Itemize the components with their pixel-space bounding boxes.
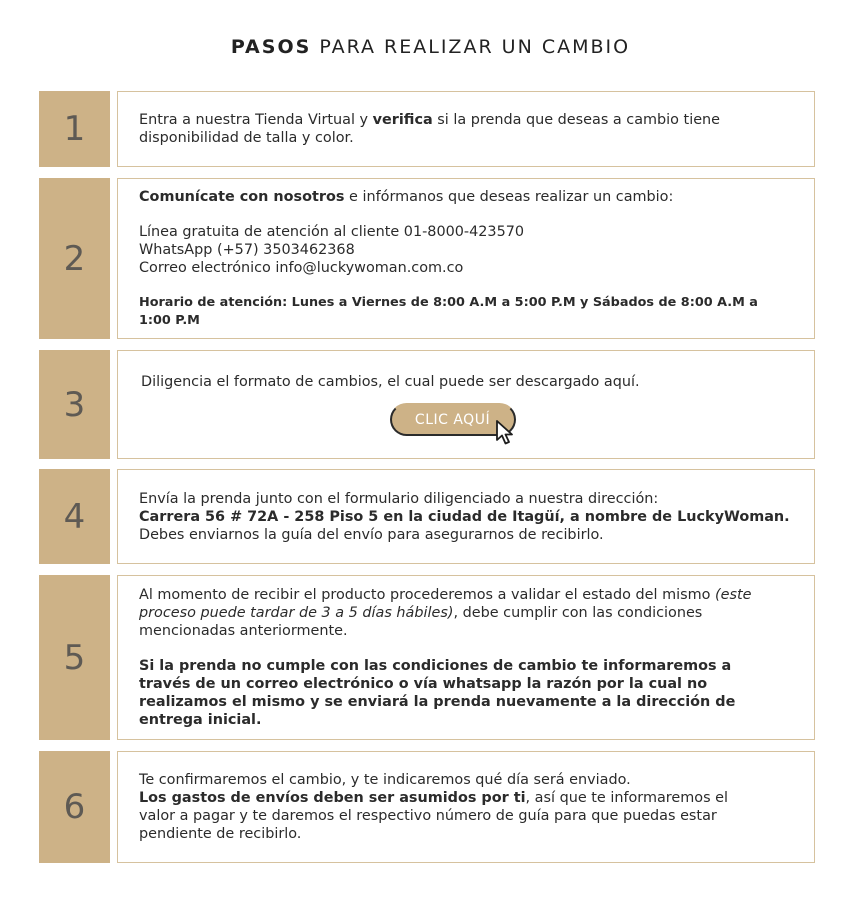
schedule-text: Horario de atención: Lunes a Viernes de 8:00 A.M a 5:00 P.M y Sábados de 8:00 A.M a 1:00 P.M (139, 294, 758, 328)
pointer-cursor-icon (494, 420, 518, 446)
text-segment: si la prenda que deseas a cambio tiene disponibilidad de talla y color. (139, 112, 721, 146)
step-intro (139, 188, 794, 206)
step-content (117, 178, 815, 339)
shipping-address: Carrera 56 # 72A - 258 Piso 5 en la ciudad de Itagüí, a nombre de LuckyWoman. (139, 508, 790, 525)
step-number: 5 (39, 575, 110, 740)
button-label: CLIC AQUÍ (414, 411, 491, 428)
step-text: Te confirmaremos el cambio, y te indicaremos qué día será enviado. (139, 772, 631, 788)
phone-line: Línea gratuita de atención al cliente 01-8000-423570 (139, 223, 525, 240)
button-container (141, 403, 764, 436)
step-content (117, 575, 815, 740)
text-segment: e infórmanos que deseas realizar un cambio: (344, 188, 674, 205)
step-content (117, 469, 815, 564)
step-content (117, 91, 815, 167)
step-text (139, 789, 764, 843)
text-segment: , así que te informaremos el valor a pagar y te daremos el respectivo número de guía para que puedas estar pendiente de recibirlo. (139, 790, 729, 842)
step-text (139, 586, 772, 640)
contact-emphasis: Comunícate con nosotros (139, 188, 345, 205)
verify-emphasis: verifica (372, 112, 433, 128)
text-segment: , debe cumplir con las condiciones mencionadas anteriormente. (139, 605, 703, 639)
step-text: Debes enviarnos la guía del envío para asegurarnos de recibirlo. (139, 526, 604, 543)
title-rest: PARA REALIZAR UN CAMBIO (319, 36, 631, 58)
processing-time-note: (este proceso puede tardar de 3 a 5 días hábiles) (139, 587, 752, 621)
step-6 (39, 751, 815, 863)
step-2 (39, 178, 815, 339)
step-text (139, 111, 794, 147)
step-text: Diligencia el formato de cambios, el cual puede ser descargado aquí. (141, 374, 640, 390)
step-5 (39, 575, 815, 740)
step-number: 4 (39, 469, 110, 564)
click-here-button[interactable] (390, 403, 516, 436)
step-3 (39, 350, 815, 459)
page-title (0, 36, 861, 58)
step-number: 2 (39, 178, 110, 339)
step-number: 1 (39, 91, 110, 167)
conditions-warning: Si la prenda no cumple con las condiciones de cambio te informaremos a través de un correo electrónico o vía whatsapp la razón por la cual no realizamos el mismo y se enviará la prenda nuevamente a la dirección de entrega inicial. (139, 658, 736, 728)
step-text: Envía la prenda junto con el formulario diligenciado a nuestra dirección: (139, 490, 659, 507)
title-bold: PASOS (230, 36, 312, 58)
step-1 (39, 91, 815, 167)
text-segment: Entra a nuestra Tienda Virtual y (139, 112, 373, 128)
step-number: 3 (39, 350, 110, 459)
whatsapp-line: WhatsApp (+57) 3503462368 (139, 241, 355, 258)
step-number: 6 (39, 751, 110, 863)
step-4 (39, 469, 815, 564)
email-line: Correo electrónico info@luckywoman.com.co (139, 259, 464, 276)
step-content (117, 751, 815, 863)
step-content (117, 350, 815, 459)
shipping-cost-emphasis: Los gastos de envíos deben ser asumidos por ti (139, 790, 526, 806)
text-segment: Al momento de recibir el producto procederemos a validar el estado del mismo (139, 587, 715, 603)
